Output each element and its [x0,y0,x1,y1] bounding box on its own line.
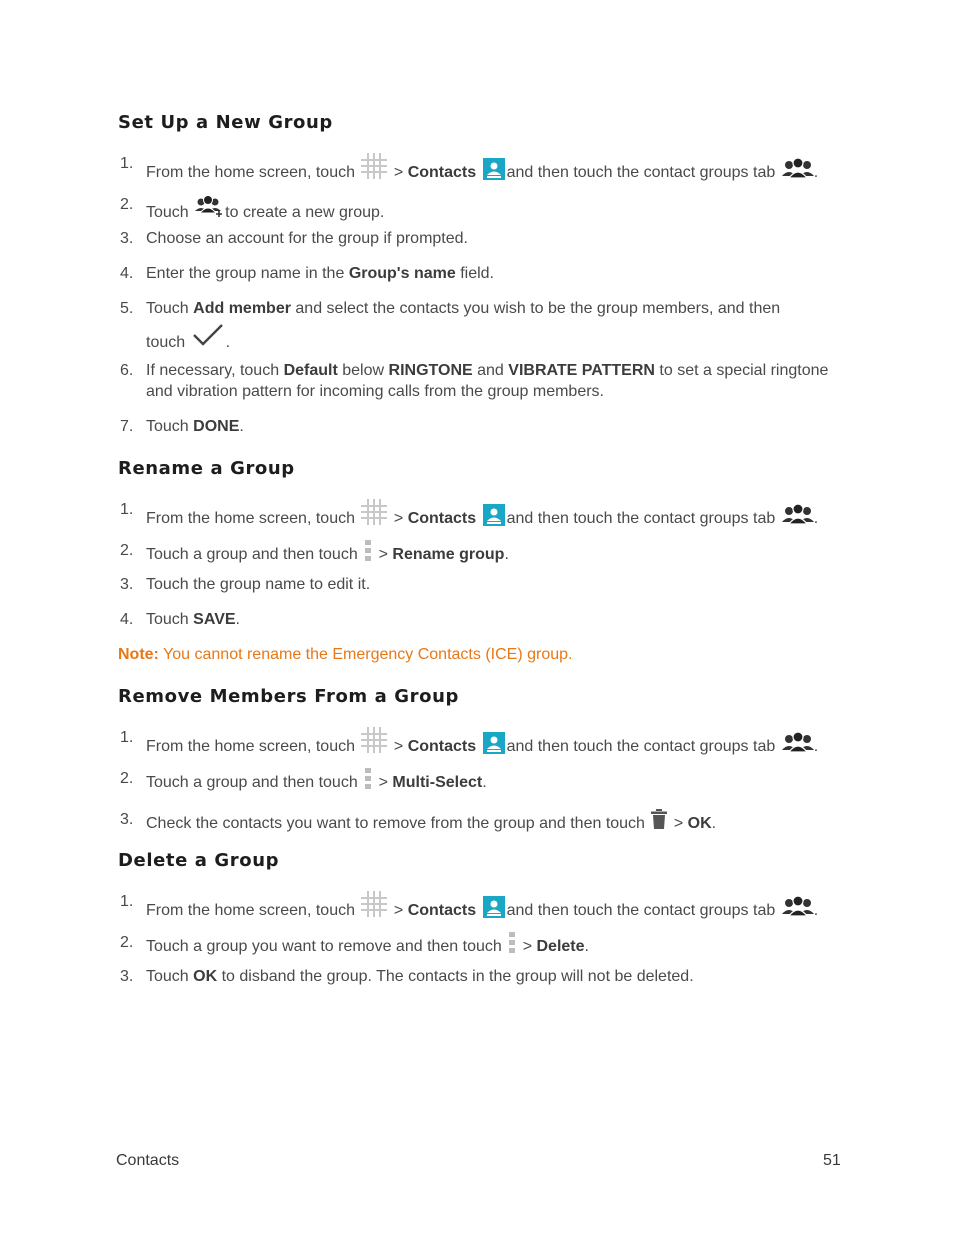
apps-grid-icon [361,153,387,179]
more-options-icon [508,932,516,954]
contact-groups-tab-icon [782,502,814,526]
heading-remove-members: Remove Members From a Group [118,686,459,707]
step-number: 1. [120,155,134,172]
heading-set-up-group: Set Up a New Group [118,112,333,133]
contact-groups-tab-icon [782,730,814,754]
contacts-app-icon [483,896,505,918]
contacts-app-icon [483,504,505,526]
apps-grid-icon [361,891,387,917]
add-group-icon [195,194,223,218]
more-options-icon [364,540,372,562]
apps-grid-icon [361,727,387,753]
contacts-app-icon [483,732,505,754]
note-text: You cannot rename the Emergency Contacts (ICE) group. [163,646,573,663]
more-options-icon [364,768,372,790]
heading-delete-group: Delete a Group [118,850,280,871]
heading-rename-group: Rename a Group [118,458,295,479]
checkmark-icon [192,323,224,347]
trash-icon [651,809,667,829]
note [118,644,572,665]
note-label: Note: [118,646,159,663]
contacts-app-icon [483,158,505,180]
apps-grid-icon [361,499,387,525]
contact-groups-tab-icon [782,894,814,918]
footer-page-number: 51 [823,1152,841,1169]
footer-section-name: Contacts [116,1152,180,1169]
contact-groups-tab-icon [782,156,814,180]
manual-page: Set Up a New Group 1. From the home screen, touch > Contacts and then touch the contact groups tab . 2. Touch to create a new group. 3. Choose an account for the group if prompted. 4. Enter the group name in the Group's name field. 5. Touch Add member and select the contacts you wish to be the group members, and then touch . 6. If necessary, touch Default below RINGTONE and VIBRATE PATTERN to set a special ringtone and vibration pattern for incoming calls from the group members. 7. Touch DONE. Rename a Group 1. From the home screen, touch > Contacts and then touch the contact groups tab . 2. Touch a group and then touch > Rename group. 3. Touch the group name to edit it. 4. Touch SAVE. Note: You cannot rename the Emergency Contacts (ICE) group. Remove Members From a Group 1. From the home screen, touch > Contacts and then touch the contact groups tab . 2. Touch a group and then touch > Multi-Select. 3. Check the contacts you want to remove from the group and then touch > OK. Delete a Group 1. From the home screen, touch > Contacts and then touch the contact groups tab . 2. Touch a group you want to remove and then touch > Delete. 3. Touch OK to disband the group. The contacts in the group will not be deleted. Contacts 51 [116,112,841,1169]
